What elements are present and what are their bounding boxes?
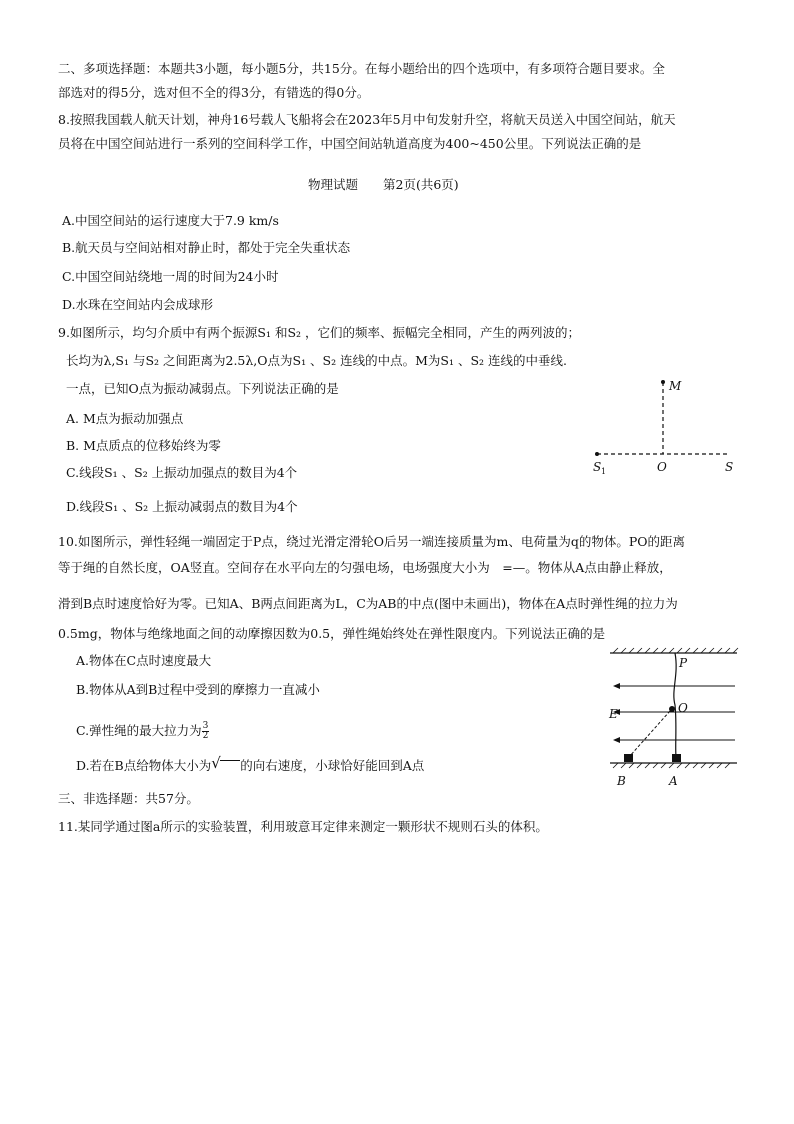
q8-option-d: D.水珠在空间站内会成球形 [62, 297, 214, 312]
q10-option-c [76, 722, 209, 741]
q9-figure [585, 370, 735, 480]
three-halves-fraction [202, 722, 210, 741]
label-s2: S [725, 460, 734, 474]
q8-stem-line-2: 员将在中国空间站进行一系列的空间科学工作，中国空间站轨道高度为400~450公里。下列说法正确的是 [58, 136, 642, 151]
page-footer: 物理试题 第2页(共6页) [308, 177, 459, 192]
section-2-heading-line-1: 二、多项选择题：本题共3小题，每小题5分，共15分。在每小题给出的四个选项中，有多项符合题目要求。全 [58, 61, 665, 76]
label-o: O [657, 460, 667, 474]
section-2-heading-line-2: 部选对的得5分，选对但不全的得3分，有错选的得0分。 [58, 85, 370, 100]
q9-option-a: A. M点为振动加强点 [66, 411, 184, 426]
q9-stem-line-1: 9.如图所示，均匀介质中有两个振源S₁ 和S₂ ，它们的频率、振幅完全相同，产生的两列波的； [58, 325, 581, 340]
q9-option-c: C.线段S₁ 、S₂ 上振动加强点的数目为4个 [66, 465, 298, 480]
fraction-denominator: 2 [202, 731, 209, 741]
dashed-ob [629, 711, 670, 757]
q11-stem: 11.某同学通过图a所示的实验装置，利用玻意耳定律来测定一颗形状不规则石头的体积。 [58, 819, 548, 834]
q10-option-b: B.物体从A到B过程中受到的摩擦力一直减小 [76, 682, 320, 697]
q9-option-d: D.线段S₁ 、S₂ 上振动减弱点的数目为4个 [66, 499, 298, 514]
q8-option-a: A.中国空间站的运行速度大于7.9 km/s [62, 213, 279, 228]
ceiling-hatch [613, 648, 738, 653]
fraction-numerator: 3 [202, 721, 209, 731]
label-m: M [669, 379, 682, 393]
q9-option-b: B. M点质点的位移始终为零 [66, 438, 221, 453]
q8-option-b: B.航天员与空间站相对静止时，都处于完全失重状态 [62, 240, 351, 255]
elastic-rope [674, 653, 676, 757]
label-p: P [679, 656, 688, 670]
block-a [672, 754, 681, 762]
q9-stem-line-2: 长均为λ,S₁ 与S₂ 之间距离为2.5λ,O点为S₁ 、S₂ 连线的中点。M为S₁ 、S₂ 连线的中垂线. [66, 353, 567, 368]
q10-stem-line-2: 等于绳的自然长度，OA竖直。空间存在水平向左的匀强电场，电场强度大小为 =—。物体从A点由静止释放， [58, 560, 672, 575]
label-e: E [609, 707, 618, 721]
section-3-heading: 三、非选择题：共57分。 [58, 791, 199, 806]
q10-stem-line-1: 10.如图所示，弹性轻绳一端固定于P点，绕过光滑定滑轮O后另一端连接质量为m、电荷量为q的物体。PO的距离 [58, 534, 686, 549]
label-a: A [669, 774, 678, 788]
label-o: O [678, 701, 688, 715]
block-b [624, 754, 633, 762]
q10-stem-line-4: 0.5mg，物体与绝缘地面之间的动摩擦因数为0.5，弹性绳始终处在弹性限度内。下列说法正确的是 [58, 626, 606, 641]
label-s1: S [593, 460, 602, 474]
q8-stem-line-1: 8.按照我国载人航天计划，神舟16号载人飞船将会在2023年5月中旬发射升空，将航天员送入中国空间站，航天 [58, 112, 676, 127]
point-s1 [595, 452, 599, 456]
q10-option-d [76, 754, 425, 775]
arrow-3 [613, 737, 620, 743]
q10-stem-line-3: 滑到B点时速度恰好为零。已知A、B两点间距离为L，C为AB的中点(图中未画出)，物体在A点时弹性绳的拉力为 [58, 596, 678, 611]
point-m [661, 380, 665, 384]
q10-option-d-text-pre: D.若在B点给物体大小为 [76, 758, 212, 773]
label-s1-subscript: 1 [601, 467, 607, 476]
q10-figure [605, 645, 740, 790]
sqrt-symbol: √ [211, 757, 240, 775]
q10-option-c-text: C.弹性绳的最大拉力为 [76, 723, 202, 738]
q10-option-d-text-post: 的向右速度，小球恰好能回到A点 [240, 758, 425, 773]
arrow-1 [613, 683, 620, 689]
label-b: B [617, 774, 626, 788]
q8-option-c: C.中国空间站绕地一周的时间为24小时 [62, 269, 279, 284]
q9-stem-line-3: 一点，已知O点为振动减弱点。下列说法正确的是 [66, 381, 339, 396]
q10-option-a: A.物体在C点时速度最大 [76, 653, 212, 668]
ground-hatch [613, 763, 730, 768]
